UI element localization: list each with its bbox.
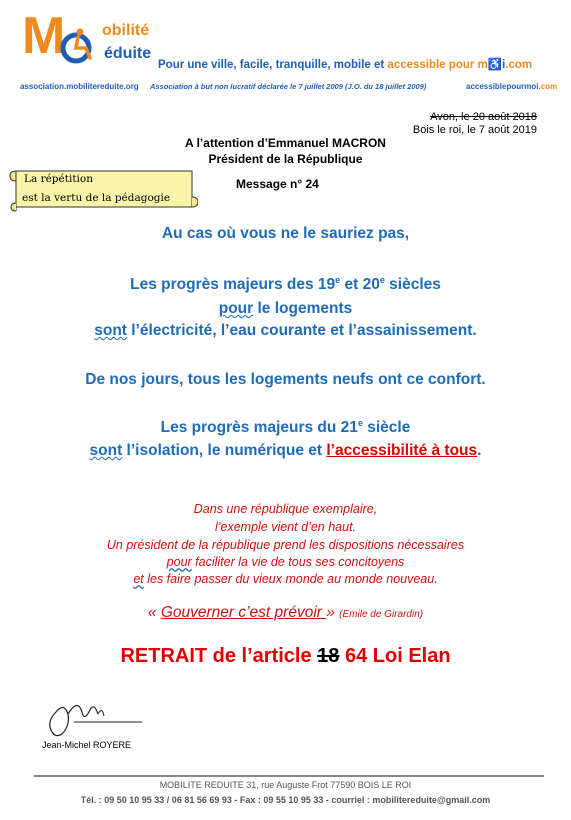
paragraph-3-line-2: sont l’isolation, le numérique et l’accessibilité à tous. — [89, 442, 482, 459]
footer-address: MOBILITE REDUITE 31, rue Auguste Frot 77590 BOIS LE ROI — [159, 780, 412, 790]
italic-line-1: Dans une république exemplaire, — [193, 502, 378, 516]
paragraph-1-line-1: Les progrès majeurs des 19e et 20e siècles — [130, 275, 441, 294]
paragraph-1-line-2: pour le logements — [218, 300, 353, 317]
italic-line-3: Un président de la république prend les dispositions nécessaires — [106, 538, 465, 552]
quote-line: « Gouverner c’est prévoir » (Emile de Girardin) — [147, 604, 424, 621]
logo — [22, 7, 172, 78]
date-crossed-out: Avon, le 20 août 2018 — [430, 111, 537, 123]
italic-line-5: et les faire passer du vieux monde au monde nouveau. — [133, 572, 438, 586]
quote-author: (Emile de Girardin) — [339, 609, 424, 620]
retrait-heading: RETRAIT de l’article 18 64 Loi Elan — [120, 645, 451, 667]
addressee-line: A l’attention d’Emmanuel MACRON — [185, 136, 386, 150]
scroll-banner — [8, 163, 198, 215]
logo-word-mobilite: obilité — [102, 22, 150, 39]
quote-text: Gouverner c’est prévoir — [160, 604, 327, 621]
italic-line-2: l’exemple vient d’en haut. — [214, 520, 357, 534]
paragraph-3-line-1: Les progrès majeurs du 21e siècle — [160, 418, 411, 437]
scroll-line-1: La répétition — [24, 173, 93, 185]
addressee-title: Président de la République — [208, 152, 363, 166]
handwritten-signature — [38, 692, 158, 740]
website-right[interactable]: accessiblepourmoi.com — [466, 82, 558, 91]
website-left[interactable]: association.mobilitereduite.org — [20, 82, 139, 91]
message-number: Message n° 24 — [236, 177, 319, 191]
paragraph-1-line-3: sont l’électricité, l’eau courante et l’assainissement. — [94, 322, 477, 339]
wheelchair-logo-icon — [58, 28, 94, 64]
intro-line: Au cas où vous ne le sauriez pas, — [161, 225, 410, 242]
italic-line-4: pour faciliter la vie de tous ses concitoyens — [166, 555, 405, 569]
footer-divider — [34, 775, 544, 777]
logo-letter-m: M — [22, 7, 64, 65]
paragraph-2: De nos jours, tous les logements neufs ont ce confort. — [85, 371, 486, 388]
mini-wheelchair-icon: ♿ — [487, 59, 503, 71]
logo-word-reduite: éduite — [104, 45, 152, 62]
accessibility-highlight: l’accessibilité à tous — [326, 442, 478, 459]
signatory-name: Jean-Michel ROYERE — [42, 740, 132, 750]
struck-article-number: 18 — [317, 645, 340, 667]
footer-contact: Tél. : 09 50 10 95 33 / 06 81 56 69 93 - Fax : 09 55 10 95 33 - courriel : mobilitereduite@gmail.com — [80, 795, 491, 805]
association-note: Association à but non lucratif déclarée le 7 juillet 2009 (J.O. du 18 juillet 2009) — [150, 82, 427, 91]
date-current: Bois le roi, le 7 août 2019 — [412, 124, 537, 136]
header-tagline: Pour une ville, facile, tranquille, mobile et accessible pour m♿i.com — [158, 59, 533, 71]
scroll-line-2: est la vertu de la pédagogie — [22, 192, 171, 204]
scroll-shape — [8, 163, 198, 215]
